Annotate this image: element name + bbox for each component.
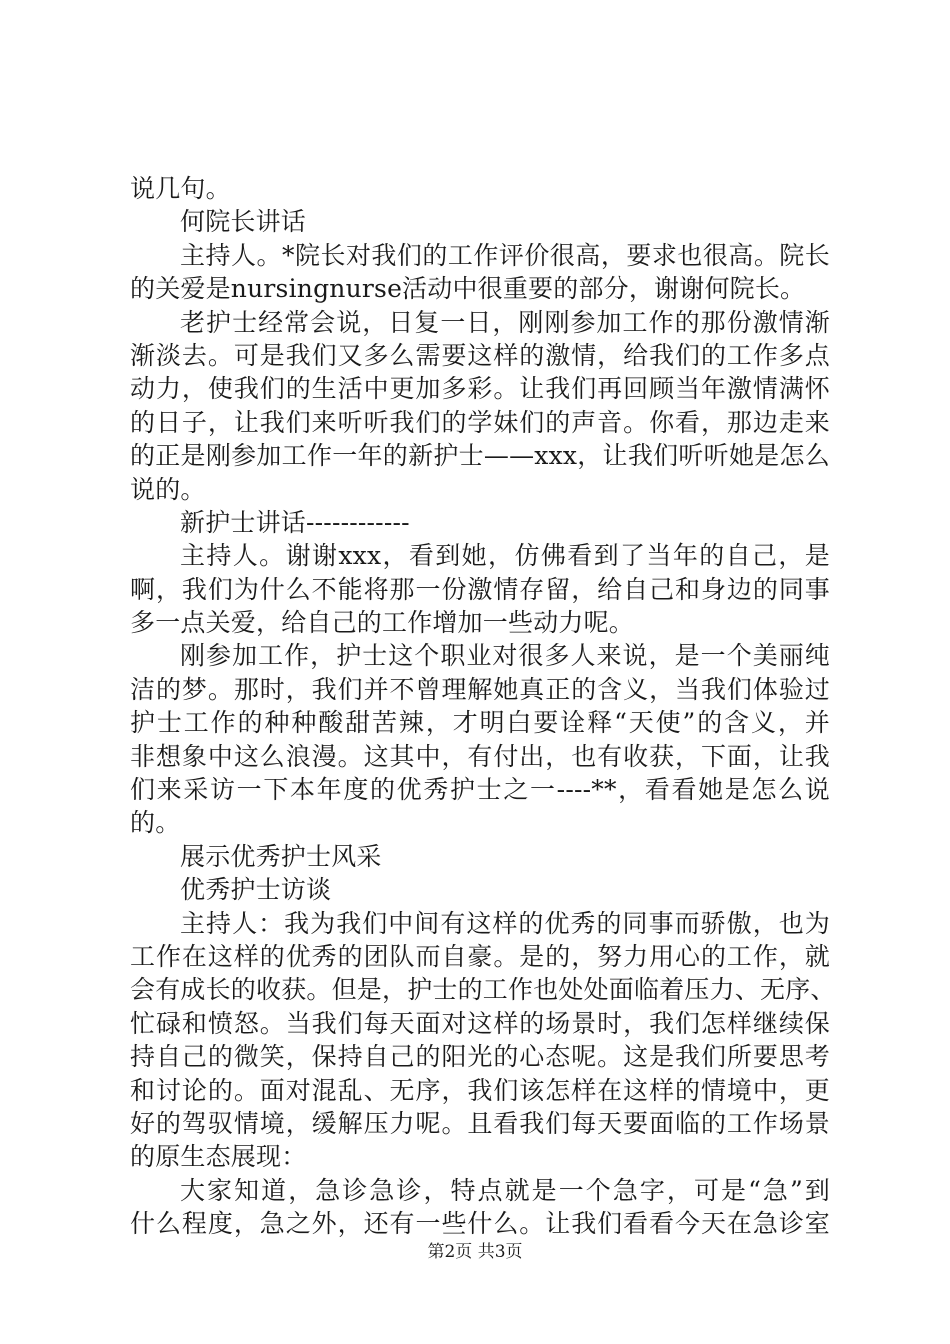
- page-footer: 第2页 共3页: [427, 1242, 523, 1262]
- text-line: 说的。: [130, 474, 206, 504]
- text-line: 持自己的微笑，保持自己的阳光的心态呢。这是我们所要思考: [130, 1042, 830, 1072]
- text-line: 护士工作的种种酸甜苦辣，才明白要诠释“天使”的含义，并: [130, 708, 830, 738]
- text-line: 会有成长的收获。但是，护士的工作也处处面临着压力、无序、: [130, 975, 836, 1005]
- text-line: 多一点关爱，给自己的工作增加一些动力呢。: [130, 608, 635, 638]
- text-line: 何院长讲话: [180, 207, 307, 237]
- text-line: 的。: [130, 808, 181, 838]
- text-line: 渐淡去。可是我们又多么需要这样的激情，给我们的工作多点: [130, 340, 830, 370]
- text-line: 的日子，让我们来听听我们的学妹们的声音。你看，那边走来: [130, 407, 830, 437]
- text-line: 主持人：我为我们中间有这样的优秀的同事而骄傲，也为: [180, 908, 830, 938]
- text-line: 主持人。谢谢xxx，看到她，仿佛看到了当年的自己，是: [180, 541, 830, 571]
- text-line: 洁的梦。那时，我们并不曾理解她真正的含义，当我们体验过: [130, 674, 830, 704]
- text-line: 什么程度，急之外，还有一些什么。让我们看看今天在急诊室: [130, 1209, 830, 1239]
- text-line: 啊，我们为什么不能将那一份激情存留，给自己和身边的同事: [130, 574, 830, 604]
- text-line: 新护士讲话------------: [180, 507, 410, 537]
- text-line: 老护士经常会说，日复一日，刚刚参加工作的那份激情渐: [180, 307, 830, 337]
- text-line: 说几句。: [130, 174, 231, 203]
- document-body: [130, 172, 836, 1241]
- text-line: 动力，使我们的生活中更加多彩。让我们再回顾当年激情满怀: [130, 374, 830, 404]
- text-line: 的原生态展现：: [130, 1142, 307, 1172]
- text-line: 大家知道，急诊急诊，特点就是一个急字，可是“急”到: [180, 1175, 830, 1205]
- text-line: 刚参加工作，护士这个职业对很多人来说，是一个美丽纯: [180, 641, 830, 671]
- text-line: 的正是刚参加工作一年的新护士——xxx，让我们听听她是怎么: [130, 441, 830, 471]
- text-line: 非想象中这么浪漫。这其中，有付出，也有收获，下面，让我: [130, 741, 830, 771]
- text-line: 的关爱是nursingnurse活动中很重要的部分，谢谢何院长。: [130, 274, 806, 304]
- text-line: 好的驾驭情境，缓解压力呢。且看我们每天要面临的工作场景: [130, 1108, 830, 1138]
- text-line: 工作在这样的优秀的团队而自豪。是的，努力用心的工作，就: [130, 941, 830, 971]
- text-line: 优秀护士访谈: [180, 875, 332, 905]
- text-line: 们来采访一下本年度的优秀护士之一----**，看看她是怎么说: [130, 775, 830, 805]
- text-line: 和讨论的。面对混乱、无序，我们该怎样在这样的情境中，更: [130, 1075, 830, 1105]
- text-line: 忙碌和愤怒。当我们每天面对这样的场景时，我们怎样继续保: [130, 1008, 830, 1038]
- text-line: 主持人。*院长对我们的工作评价很高，要求也很高。院长: [180, 240, 830, 270]
- text-line: 展示优秀护士风采: [180, 841, 382, 871]
